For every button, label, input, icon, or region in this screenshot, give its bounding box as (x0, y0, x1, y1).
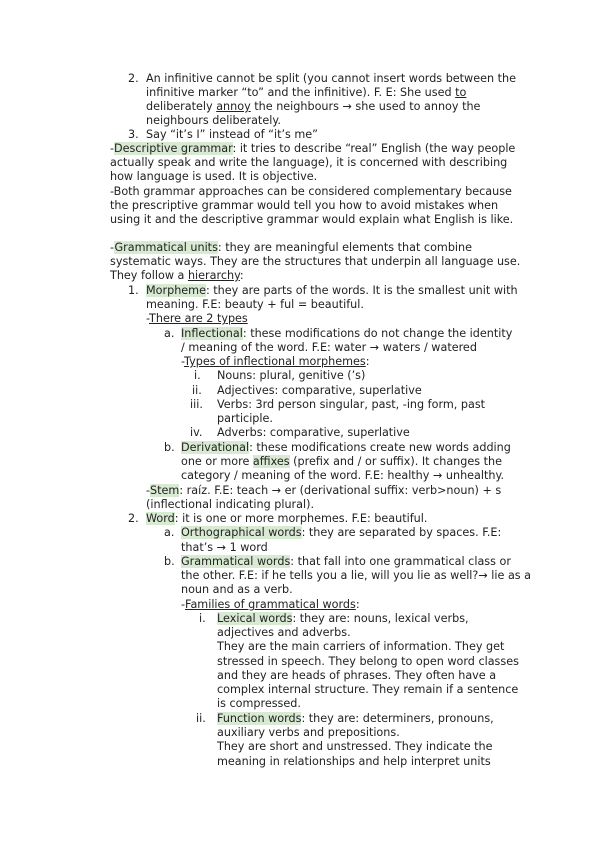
text-line: how language is used. It is objective. (110, 170, 318, 183)
text-line: actually speak and write the language), it is concerned with describing (110, 156, 508, 169)
text-line (181, 441, 511, 455)
list-roman: i. (199, 612, 206, 625)
list-number: 2. (128, 512, 139, 525)
list-number: 1. (128, 284, 139, 297)
text-line (181, 555, 511, 569)
text-line (146, 512, 427, 526)
list-roman: ii. (196, 712, 206, 725)
text-segment: : raíz. F.E: teach → er (derivational suffix: verb>noun) + s (179, 484, 502, 497)
text-line: noun and as a verb. (181, 583, 293, 596)
text-segment: one or more (181, 455, 253, 468)
list-number: 2. (128, 72, 139, 85)
dash: - (110, 241, 115, 254)
text-line: adjectives and adverbs. (217, 626, 351, 639)
text-segment: : that fall into one grammatical class or (290, 555, 511, 568)
text-line (181, 327, 512, 341)
highlighted-term: Descriptive grammar (114, 142, 233, 155)
text-segment: the neighbours → she used to annoy the (250, 100, 481, 113)
text-segment: : they are: determiners, pronouns, (301, 712, 494, 725)
text-line: systematic ways. They are the structures that underpin all language use. (110, 255, 521, 268)
list-letter: b. (164, 555, 175, 568)
text-line: Verbs: 3rd person singular, past, -ing form, past (217, 398, 486, 411)
text-line (146, 86, 466, 100)
highlighted-term: Lexical words (217, 612, 293, 625)
text-line: participle. (217, 412, 273, 425)
text-line (146, 100, 480, 114)
text-line (181, 455, 502, 469)
text-line: -Both grammar approaches can be considered complementary because (110, 185, 512, 198)
text-segment: : they are: nouns, lexical verbs, (292, 612, 469, 625)
highlighted-term: Inflectional (181, 327, 243, 340)
text-line: the other. F.E: if he tells you a lie, will you lie as well?→ lie as a (181, 569, 532, 582)
text-segment: : these modifications do not change the identity (242, 327, 513, 340)
underlined-word: to (455, 86, 467, 99)
text-segment: : it tries to describe “real” English (the way people (232, 142, 516, 155)
text-line: that’s → 1 word (181, 541, 268, 554)
text-line: / meaning of the word. F.E: water → waters / watered (181, 341, 477, 354)
text-line: An infinitive cannot be split (you cannot insert words between the (146, 72, 516, 85)
list-letter: a. (164, 526, 175, 539)
list-roman: ii. (192, 384, 202, 397)
text-line: They are the main carriers of information. They get (217, 640, 505, 653)
text-line: neighbours deliberately. (146, 114, 281, 127)
dash: - (110, 142, 115, 155)
highlighted-term: Morpheme (146, 284, 206, 297)
text-line (146, 312, 248, 326)
text-line (110, 142, 515, 156)
text-line: complex internal structure. They remain if a sentence (217, 683, 519, 696)
text-line (146, 484, 501, 498)
text-line (181, 598, 360, 612)
text-line: Say “it’s I” instead of “it’s me” (146, 128, 318, 141)
text-line (146, 284, 518, 298)
text-segment: : (239, 269, 244, 282)
list-letter: b. (164, 441, 175, 454)
text-line (110, 269, 244, 283)
dash: - (146, 312, 150, 325)
text-line: auxiliary verbs and prepositions. (217, 726, 400, 739)
text-line (181, 526, 501, 540)
text-line: meaning. F.E: beauty + ful = beautiful. (146, 298, 364, 311)
text-line: the prescriptive grammar would tell you how to avoid mistakes when (110, 199, 499, 212)
underlined-heading: Families of grammatical words (185, 598, 356, 611)
highlighted-term: Derivational (181, 441, 250, 454)
dash: - (181, 598, 186, 611)
text-line: meaning in relationships and help interpret units (217, 755, 491, 768)
list-letter: a. (164, 327, 175, 340)
underlined-heading: Types of inflectional morphemes (184, 355, 366, 368)
text-segment: (prefix and / or suffix). It changes the (289, 455, 502, 468)
text-line: Nouns: plural, genitive (’s) (217, 369, 366, 382)
underlined-word: annoy (216, 100, 251, 113)
text-line: category / meaning of the word. F.E: healthy → unhealthy. (181, 469, 505, 482)
underlined-heading: There are 2 types (149, 312, 248, 325)
highlighted-term: Grammatical units (114, 241, 218, 254)
highlighted-term: Word (146, 512, 175, 525)
list-roman: iv. (190, 426, 203, 439)
text-line: They are short and unstressed. They indicate the (217, 740, 493, 753)
text-line: is compressed. (217, 697, 301, 710)
text-segment: : these modifications create new words adding (249, 441, 511, 454)
text-segment: : (365, 355, 370, 368)
text-segment: : it is one or more morphemes. F.E: beautiful. (174, 512, 428, 525)
text-segment: They follow a (110, 269, 188, 282)
list-number: 3. (128, 128, 139, 141)
highlighted-term: Grammatical words (181, 555, 291, 568)
highlighted-term: Orthographical words (181, 526, 302, 539)
list-roman: iii. (190, 398, 203, 411)
text-line (181, 355, 369, 369)
text-segment: : they are separated by spaces. F.E: (301, 526, 502, 539)
text-segment: : they are meaningful elements that combine (217, 241, 473, 254)
text-line: Adjectives: comparative, superlative (217, 384, 422, 397)
text-line (217, 712, 494, 726)
text-line: and they are heads of phrases. They often have a (217, 669, 497, 682)
underlined-word: hierarchy (187, 269, 240, 282)
text-line: (inflectional indicating plural). (146, 498, 315, 511)
highlighted-term: Function words (217, 712, 302, 725)
text-line: Adverbs: comparative, superlative (217, 426, 410, 439)
text-line (217, 612, 469, 626)
text-segment: : (355, 598, 360, 611)
list-roman: i. (194, 369, 201, 382)
text-line (110, 241, 472, 255)
text-segment: deliberately (146, 100, 217, 113)
dash: - (181, 355, 185, 368)
text-segment: infinitive marker “to” and the infinitive). F. E: She used (146, 86, 456, 99)
text-line: using it and the descriptive grammar would explain what English is like. (110, 213, 514, 226)
highlighted-term: Stem (150, 484, 180, 497)
dash: - (146, 484, 151, 497)
text-line: stressed in speech. They belong to open word classes (217, 655, 519, 668)
highlighted-term: affixes (252, 455, 290, 468)
text-segment: : they are parts of the words. It is the smallest unit with (205, 284, 518, 297)
